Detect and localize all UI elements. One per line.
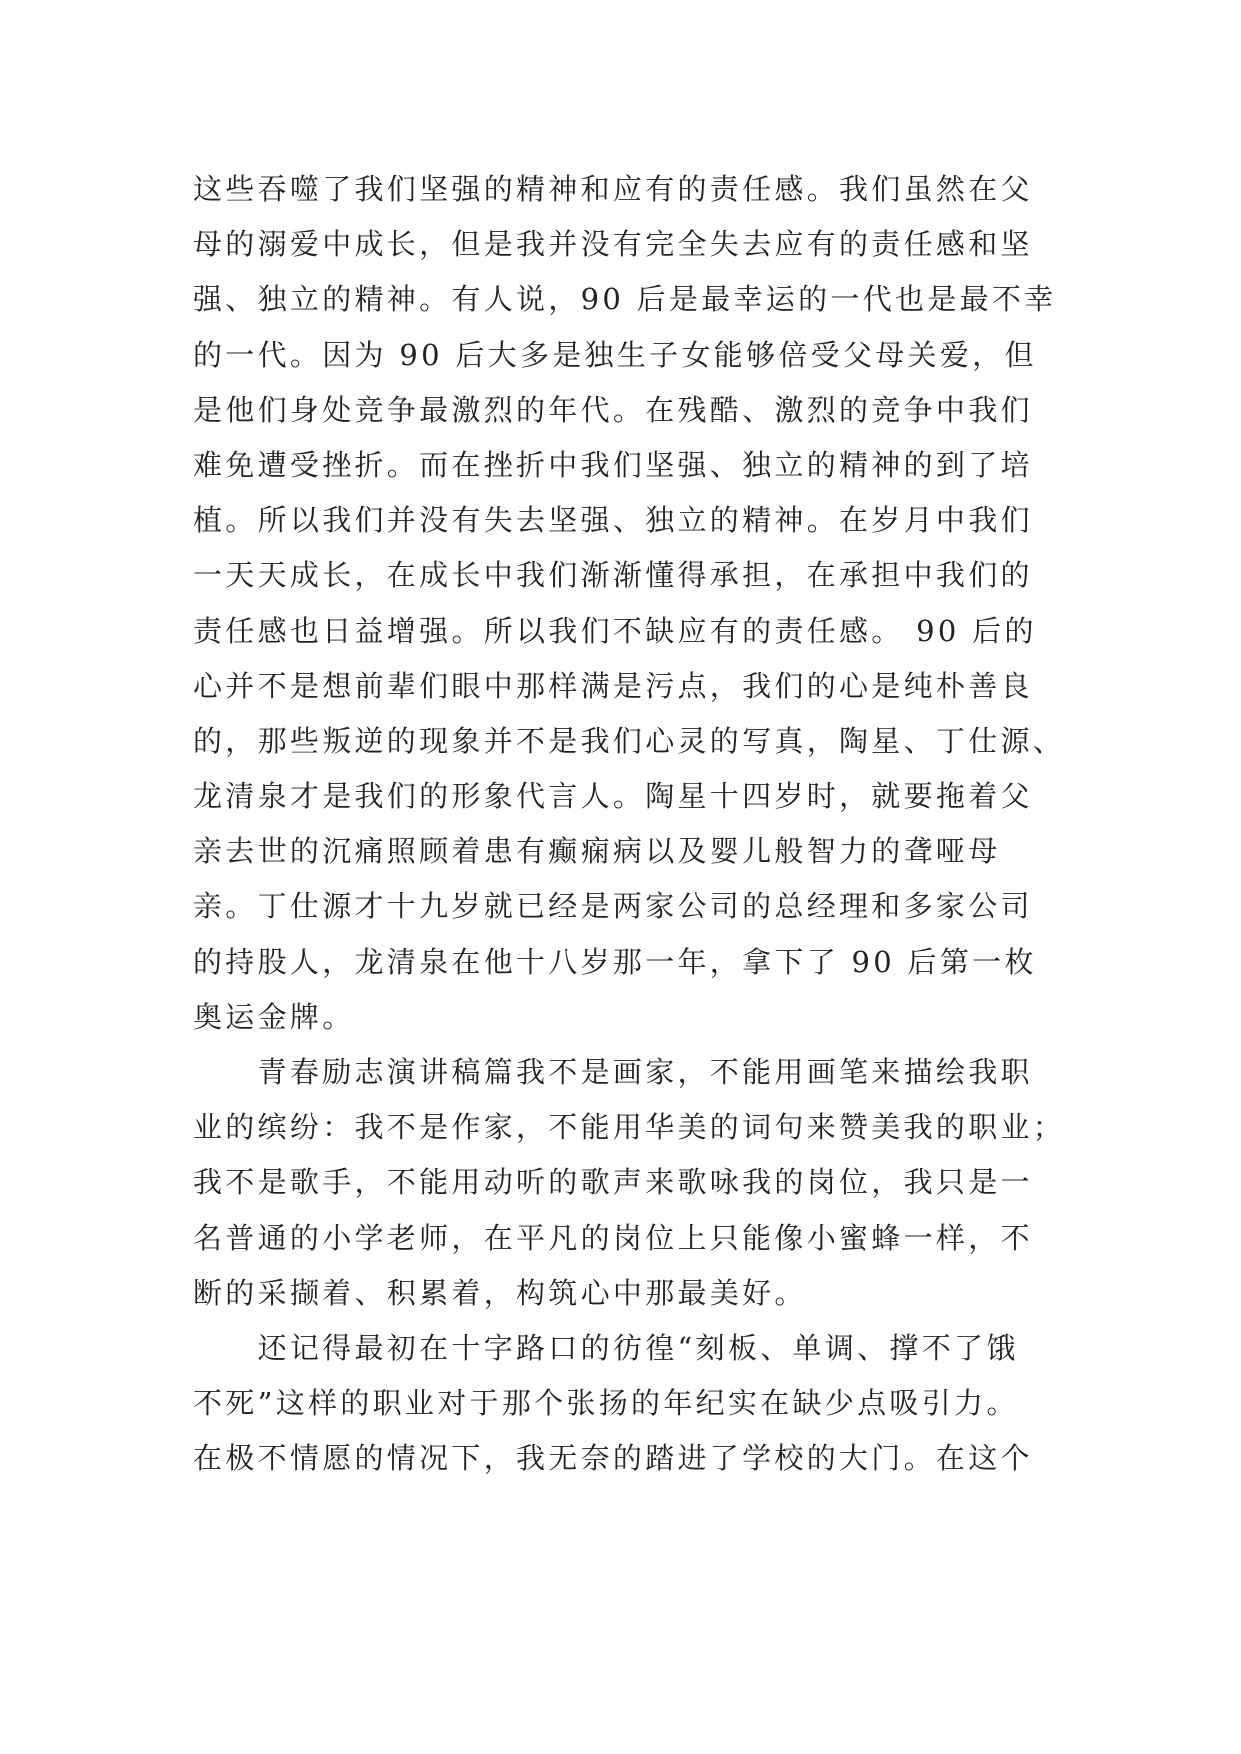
text-line: 断的采撷着、积累着，构筑心中那最美好。	[193, 1275, 807, 1310]
text-line: 是他们身处竞争最激烈的年代。在残酷、激烈的竞争中我们	[193, 392, 1033, 427]
text-line: 难免遭受挫折。而在挫折中我们坚强、独立的精神的到了培	[193, 447, 1033, 482]
text-line: 的，那些叛逆的现象并不是我们心灵的写真，陶星、丁仕源、	[193, 723, 1066, 758]
text-line: 还记得最初在十字路口的彷徨“刻板、单调、撑不了饿	[193, 1330, 1019, 1365]
text-line: 业的缤纷：我不是作家，不能用华美的词句来赞美我的职业；	[193, 1110, 1066, 1145]
text-line: 亲去世的沉痛照顾着患有癫痫病以及婴儿般智力的聋哑母	[193, 834, 1001, 869]
text-line: 的持股人，龙清泉在他十八岁那一年，拿下了 90 后第一枚	[193, 944, 1037, 979]
text-line: 责任感也日益增强。所以我们不缺应有的责任感。 90 后的	[193, 613, 1037, 648]
body-text	[193, 162, 1073, 1487]
text-line: 龙清泉才是我们的形象代言人。陶星十四岁时，就要拖着父	[193, 779, 1033, 814]
text-line: 名普通的小学老师，在平凡的岗位上只能像小蜜蜂一样，不	[193, 1220, 1033, 1255]
text-line: 母的溺爱中成长，但是我并没有完全失去应有的责任感和坚	[193, 227, 1033, 262]
text-line: 心并不是想前辈们眼中那样满是污点，我们的心是纯朴善良	[193, 668, 1033, 703]
text-line: 植。所以我们并没有失去坚强、独立的精神。在岁月中我们	[193, 503, 1033, 538]
text-line: 奥运金牌。	[193, 999, 355, 1034]
text-line: 我不是歌手，不能用动听的歌声来歌咏我的岗位，我只是一	[193, 1165, 1033, 1200]
text-line: 强、独立的精神。有人说，90 后是最幸运的一代也是最不幸	[193, 282, 1057, 317]
text-line: 青春励志演讲稿篇我不是画家，不能用画笔来描绘我职	[193, 1055, 1033, 1089]
text-line: 不死”这样的职业对于那个张扬的年纪实在缺少点吸引力。	[193, 1386, 1019, 1421]
text-line: 亲。丁仕源才十九岁就已经是两家公司的总经理和多家公司	[193, 889, 1033, 924]
text-line: 在极不情愿的情况下，我无奈的踏进了学校的大门。在这个	[193, 1441, 1033, 1476]
text-line: 这些吞噬了我们坚强的精神和应有的责任感。我们虽然在父	[193, 172, 1033, 206]
text-line: 的一代。因为 90 后大多是独生子女能够倍受父母关爱，但	[193, 337, 1037, 372]
text-line: 一天天成长，在成长中我们渐渐懂得承担，在承担中我们的	[193, 558, 1033, 593]
